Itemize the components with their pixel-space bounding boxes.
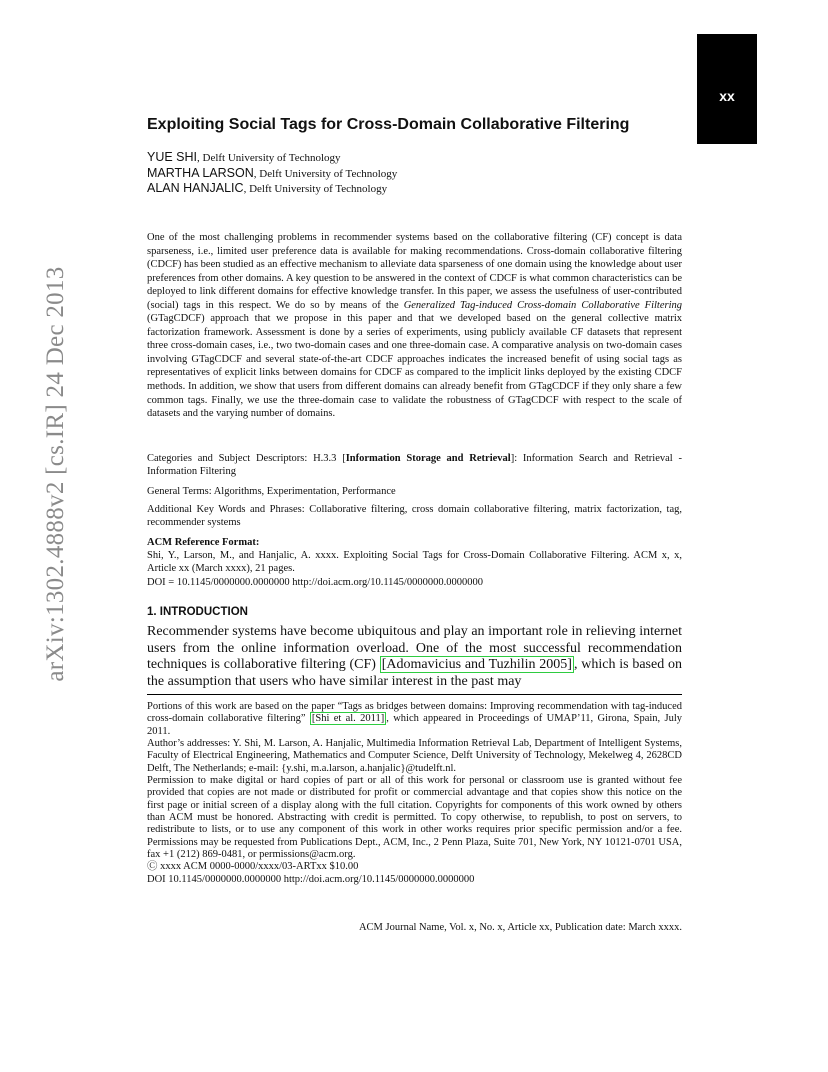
footnote-permission: Permission to make digital or hard copies of part or all of this work for personal or classroom use is granted without fee provided that copies are not made or distributed for profit or commercial advantage and that copies show this notice on the first page or initial screen of a display along with the full citation. Copyrights for components of this work owned by others than ACM must be honored. Abstracting with credit is permitted. To copy otherwise, to republish, to post on servers, to redistribute to lists, or to use any component of this work in other works requires prior specific permission and/or a fee. Permissions may be requested from Publications Dept., ACM, Inc., 2 Penn Plaza, Suite 701, New York, NY 10121-0701 USA, fax +1 (212) 869-0481, or permissions@acm.org.	[147, 775, 682, 861]
acm-reference-heading: ACM Reference Format:	[147, 537, 260, 548]
page-footer: ACM Journal Name, Vol. x, No. x, Article xx, Publication date: March xxxx.	[358, 922, 682, 933]
abstract	[147, 231, 682, 421]
acm-reference-citation: Shi, Y., Larson, M., and Hanjalic, A. xxxx. Exploiting Social Tags for Cross-Domain Collaborative Filtering. ACM x, x, Article xx (March xxxx), 21 pages.	[147, 550, 682, 575]
footnote-text: , which appeared in Proceedings of UMAP’11, Girona, Spain, July 2011.	[147, 713, 682, 737]
introduction-paragraph	[147, 624, 682, 690]
footnote-text: Portions of this work are based on the paper “Tags as bridges between domains: Improving recommendation with tag-induced cross-domain collaborative filtering”	[147, 701, 682, 725]
general-terms: General Terms: Algorithms, Experimentation, Performance	[147, 486, 396, 497]
intro-text: , which is based on the assumption that users who have similar interest in the past may	[147, 657, 682, 689]
acm-reference-doi: DOI = 10.1145/0000000.0000000 http://doi.acm.org/10.1145/0000000.0000000	[147, 576, 483, 588]
section-heading-introduction: 1. INTRODUCTION	[147, 606, 248, 618]
author-affiliation: , Delft University of Technology	[253, 167, 398, 180]
categories-prefix: Categories and Subject Descriptors: H.3.3 [	[147, 453, 346, 464]
footnote-divider	[147, 694, 682, 695]
author-entry	[147, 166, 682, 182]
abstract-emphasis: Generalized Tag-induced Cross-domain Collaborative Filtering	[403, 299, 682, 311]
acm-reference	[147, 549, 682, 589]
paper-title: Exploiting Social Tags for Cross-Domain Collaborative Filtering	[147, 116, 630, 133]
categories-bold: Information Storage and Retrieval	[345, 453, 511, 464]
abstract-text: One of the most challenging problems in recommender systems based on the collaborative filtering (CF) concept is data sparseness, i.e., limited user preference data is available for making recommendations. Cross-domain collaborative filtering (CDCF) has been studied as an effective mechanism to alleviate data sparseness of one domain using the knowledge about user preferences from other domains. A key question to be answered in the context of CDCF is what common characteristics can be deployed to link different domains for effective knowledge transfer. In this paper, we assess the usefulness of user-contributed (social) tags in this respect. We do so by means of the	[147, 232, 682, 311]
footnotes	[147, 701, 682, 886]
footnote-doi: DOI 10.1145/0000000.0000000 http://doi.acm.org/10.1145/0000000.0000000	[147, 873, 475, 885]
footnote-portions	[147, 701, 682, 738]
intro-text: Recommender systems have become ubiquitous and play an important role in relieving internet users from the online information overload. One of the most successful recommendation techniques is collaborative filtering (CF)	[147, 624, 682, 672]
categories-suffix: ]: Information Search and Retrieval - Information Filtering	[147, 453, 682, 478]
author-entry	[147, 150, 682, 166]
author-affiliation: , Delft University of Technology	[197, 152, 341, 164]
abstract-text: (GTagCDCF) approach that we propose in this paper and that we developed based on the general collective matrix factorization framework. Assessment is done by a series of experiments, using publicly available CF datasets that represent three cross-domain cases, i.e., two two-domain cases and one three-domain case. A comparative analysis on two-domain cases involving GTagCDCF and several state-of-the-art CDCF approaches indicates the increased benefit of using social tags as representatives of explicit links between domains for CDCF as compared to the implicit links deployed by the existing CDCF methods. In addition, we show that users from different domains can already benefit from GTagCDCF if they only share a few common tags. Finally, we use the three-domain case to validate the robustness of GTagCDCF with respect to the scale of datasets and the varying number of domains.	[147, 313, 682, 420]
citation-link[interactable]: [Shi et al. 2011]	[311, 713, 385, 725]
author-name: MARTHA LARSON	[147, 165, 254, 180]
author-affiliation: , Delft University of Technology	[243, 183, 388, 196]
footnote-copyright: Ⓒ xxxx ACM 0000-0000/xxxx/03-ARTxx $10.00	[147, 861, 359, 873]
article-number-tab	[697, 34, 757, 144]
keywords: Additional Key Words and Phrases: Collaborative filtering, cross domain collaborative filtering, matrix factorization, tag, recommender systems	[147, 504, 682, 529]
categories-descriptors	[147, 452, 682, 479]
author-list	[147, 150, 682, 197]
article-number-label: xx	[719, 88, 735, 104]
author-name: ALAN HANJALIC	[147, 181, 244, 196]
author-name: YUE SHI	[147, 150, 198, 164]
author-entry	[147, 181, 682, 197]
arxiv-watermark: arXiv:1302.4888v2 [cs.IR] 24 Dec 2013	[42, 266, 69, 682]
citation-link[interactable]: [Adomavicius and Tuzhilin 2005]	[381, 657, 572, 672]
footnote-addresses: Author’s addresses: Y. Shi, M. Larson, A. Hanjalic, Multimedia Information Retrieval Lab, Department of Intelligent Systems, Faculty of Electrical Engineering, Mathematics and Computer Science, Delft University of Technology, Mekelweg 4, 2628CD Delft, The Netherlands; e-mail: {y.shi, m.a.larson, a.hanjalic}@tudelft.nl.	[147, 738, 682, 774]
